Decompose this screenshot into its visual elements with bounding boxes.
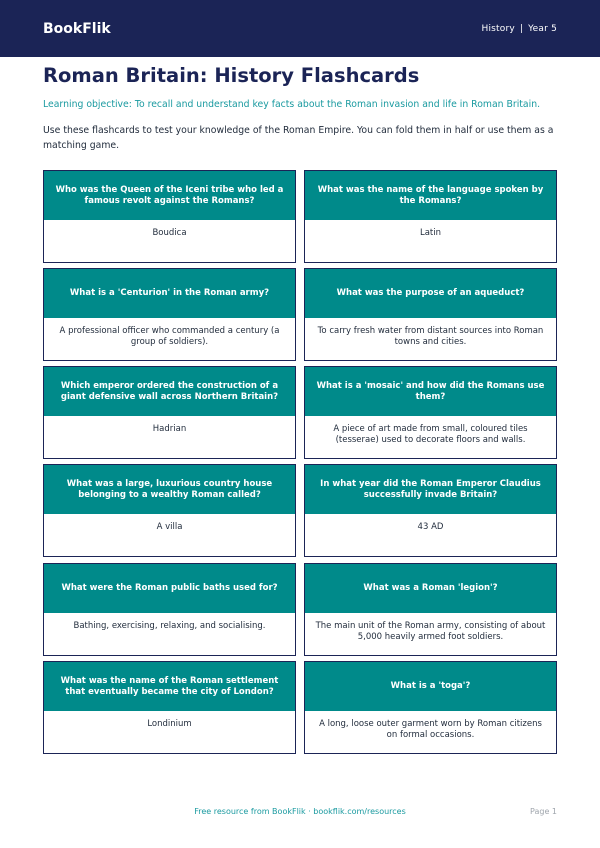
flashcard-answer: 43 AD xyxy=(417,522,444,532)
brand-logo[interactable]: BookFlik xyxy=(43,20,111,37)
flashcard[interactable] xyxy=(43,170,296,263)
flashcard-answer: To carry fresh water from distant sources into Roman towns and cities. xyxy=(317,326,544,347)
flashcard[interactable] xyxy=(43,464,296,557)
flashcard[interactable] xyxy=(304,170,557,263)
breadcrumb xyxy=(482,24,558,34)
flashcard-question: What was the name of the Roman settlement that eventually became the city of London? xyxy=(44,662,295,711)
flashcard[interactable] xyxy=(43,563,296,656)
page-footer xyxy=(0,807,600,821)
flashcard-answer: A professional officer who commanded a century (a group of soldiers). xyxy=(59,326,280,347)
flashcard-answer: A piece of art made from small, coloured tiles (tesserae) used to decorate floors and walls. xyxy=(333,424,528,445)
flashcard-answer: Londinium xyxy=(147,719,192,729)
flashcard[interactable] xyxy=(304,563,557,656)
flashcard-question: In what year did the Roman Emperor Claudius successfully invade Britain? xyxy=(305,465,556,514)
flashcard-question: What is a 'toga'? xyxy=(305,662,556,711)
flashcard-question: What was a large, luxurious country house belonging to a wealthy Roman called? xyxy=(44,465,295,514)
flashcard[interactable] xyxy=(304,366,557,459)
intro-text: Use these flashcards to test your knowledge of the Roman Empire. You can fold them in half or use them as a matching game. xyxy=(43,125,554,151)
flashcard-question: What were the Roman public baths used for? xyxy=(44,564,295,613)
learning-objective: Learning objective: To recall and understand key facts about the Roman invasion and life in Roman Britain. xyxy=(43,99,541,110)
flashcard-answer: The main unit of the Roman army, consisting of about 5,000 heavily armed foot soldiers. xyxy=(315,621,546,642)
breadcrumb-separator: | xyxy=(519,23,524,34)
flashcard-question: What was the name of the language spoken by the Romans? xyxy=(305,171,556,220)
flashcard-question: Who was the Queen of the Iceni tribe who led a famous revolt against the Romans? xyxy=(44,171,295,220)
flashcard[interactable] xyxy=(43,661,296,754)
flashcard-question: Which emperor ordered the construction of a giant defensive wall across Northern Britain? xyxy=(44,367,295,416)
breadcrumb-subject[interactable]: History xyxy=(481,23,515,34)
footer-source-link[interactable]: Free resource from BookFlik · bookflik.com/resources xyxy=(194,807,406,816)
flashcard[interactable] xyxy=(304,661,557,754)
flashcard-question: What was the purpose of an aqueduct? xyxy=(305,269,556,318)
breadcrumb-year[interactable]: Year 5 xyxy=(528,23,557,34)
page-title: Roman Britain: History Flashcards xyxy=(43,64,420,87)
flashcard-answer: Latin xyxy=(419,228,442,238)
flashcard[interactable] xyxy=(43,268,296,361)
flashcard[interactable] xyxy=(304,268,557,361)
flashcard[interactable] xyxy=(304,464,557,557)
flashcard-question: What was a Roman 'legion'? xyxy=(305,564,556,613)
flashcard-answer: Hadrian xyxy=(152,424,187,434)
flashcard-answer: Boudica xyxy=(152,228,187,238)
flashcard[interactable] xyxy=(43,366,296,459)
flashcard-question: What is a 'mosaic' and how did the Romans use them? xyxy=(305,367,556,416)
top-bar xyxy=(0,0,600,57)
page-number: Page 1 xyxy=(530,807,557,816)
flashcard-answer: Bathing, exercising, relaxing, and socialising. xyxy=(73,621,266,631)
flashcard-question: What is a 'Centurion' in the Roman army? xyxy=(44,269,295,318)
flashcard-answer: A villa xyxy=(156,522,183,532)
flashcard-answer: A long, loose outer garment worn by Roman citizens on formal occasions. xyxy=(319,719,542,740)
